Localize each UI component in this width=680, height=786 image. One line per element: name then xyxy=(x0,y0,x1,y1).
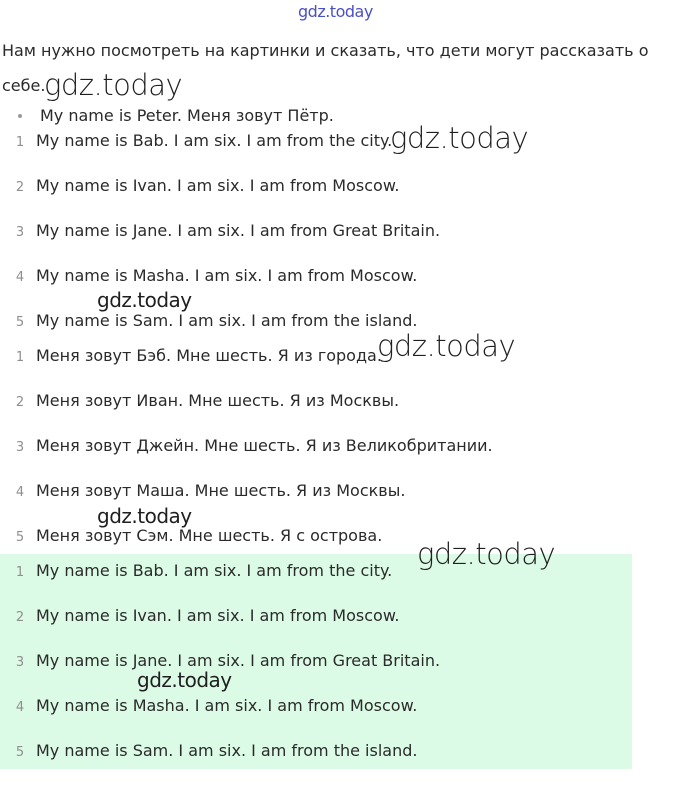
list-item xyxy=(0,221,632,266)
item-number: 2 xyxy=(15,395,25,410)
list-item xyxy=(0,651,632,696)
list-item xyxy=(0,391,632,436)
item-text: My name is Sam. I am six. I am from the island. xyxy=(36,311,418,330)
intro-text: Нам нужно посмотреть на картинки и сказать, что дети могут рассказать о себе. xyxy=(2,41,649,95)
item-text: Меня зовут Джейн. Мне шесть. Я из Великобритании. xyxy=(36,436,493,455)
watermark: gdz.today xyxy=(417,537,556,571)
item-text: My name is Ivan. I am six. I am from Moscow. xyxy=(36,176,400,195)
list-item xyxy=(0,436,632,481)
item-text: My name is Bab. I am six. I am from the city. xyxy=(36,131,393,150)
item-number: 2 xyxy=(15,180,25,195)
list-item xyxy=(0,696,632,741)
item-number: 2 xyxy=(15,610,25,625)
item-text: My name is Jane. I am six. I am from Great Britain. xyxy=(36,221,441,240)
item-number: 4 xyxy=(15,700,25,715)
list-item xyxy=(0,176,632,221)
watermark: gdz.today xyxy=(97,504,192,528)
list-item xyxy=(0,741,632,786)
watermark: gdz.today xyxy=(390,121,529,155)
list-item xyxy=(0,131,632,176)
item-text: My name is Ivan. I am six. I am from Moscow. xyxy=(36,606,400,625)
list-item xyxy=(0,346,632,391)
example-bullet xyxy=(18,106,334,125)
item-text: My name is Bab. I am six. I am from the city. xyxy=(36,561,393,580)
item-text: Меня зовут Сэм. Мне шесть. Я с острова. xyxy=(36,526,383,545)
item-text: My name is Sam. I am six. I am from the island. xyxy=(36,741,418,760)
watermark: gdz.today xyxy=(377,329,516,363)
item-text: Меня зовут Маша. Мне шесть. Я из Москвы. xyxy=(36,481,406,500)
item-text: My name is Masha. I am six. I am from Moscow. xyxy=(36,266,418,285)
item-text: Меня зовут Бэб. Мне шесть. Я из города. xyxy=(36,346,382,365)
item-text: My name is Masha. I am six. I am from Moscow. xyxy=(36,696,418,715)
watermark: gdz.today xyxy=(97,288,192,312)
item-text: Меня зовут Иван. Мне шесть. Я из Москвы. xyxy=(36,391,400,410)
item-number: 1 xyxy=(15,135,25,150)
item-number: 3 xyxy=(15,440,25,455)
item-number: 5 xyxy=(15,745,25,760)
item-text: My name is Jane. I am six. I am from Great Britain. xyxy=(36,651,441,670)
item-number: 1 xyxy=(15,565,25,580)
bullet-icon xyxy=(18,114,22,118)
item-number: 5 xyxy=(15,315,25,330)
watermark: gdz.today xyxy=(137,668,232,692)
item-number: 4 xyxy=(15,270,25,285)
item-number: 1 xyxy=(15,350,25,365)
example-text: My name is Peter. Меня зовут Пётр. xyxy=(40,106,334,125)
list-item xyxy=(0,606,632,651)
item-number: 4 xyxy=(15,485,25,500)
section-english-highlighted xyxy=(0,554,632,769)
item-number: 5 xyxy=(15,530,25,545)
watermark: gdz.today xyxy=(44,68,183,102)
list-item xyxy=(0,266,632,311)
list-item xyxy=(0,481,632,526)
header-watermark: gdz.today xyxy=(298,2,373,21)
item-number: 3 xyxy=(15,225,25,240)
item-number: 3 xyxy=(15,655,25,670)
